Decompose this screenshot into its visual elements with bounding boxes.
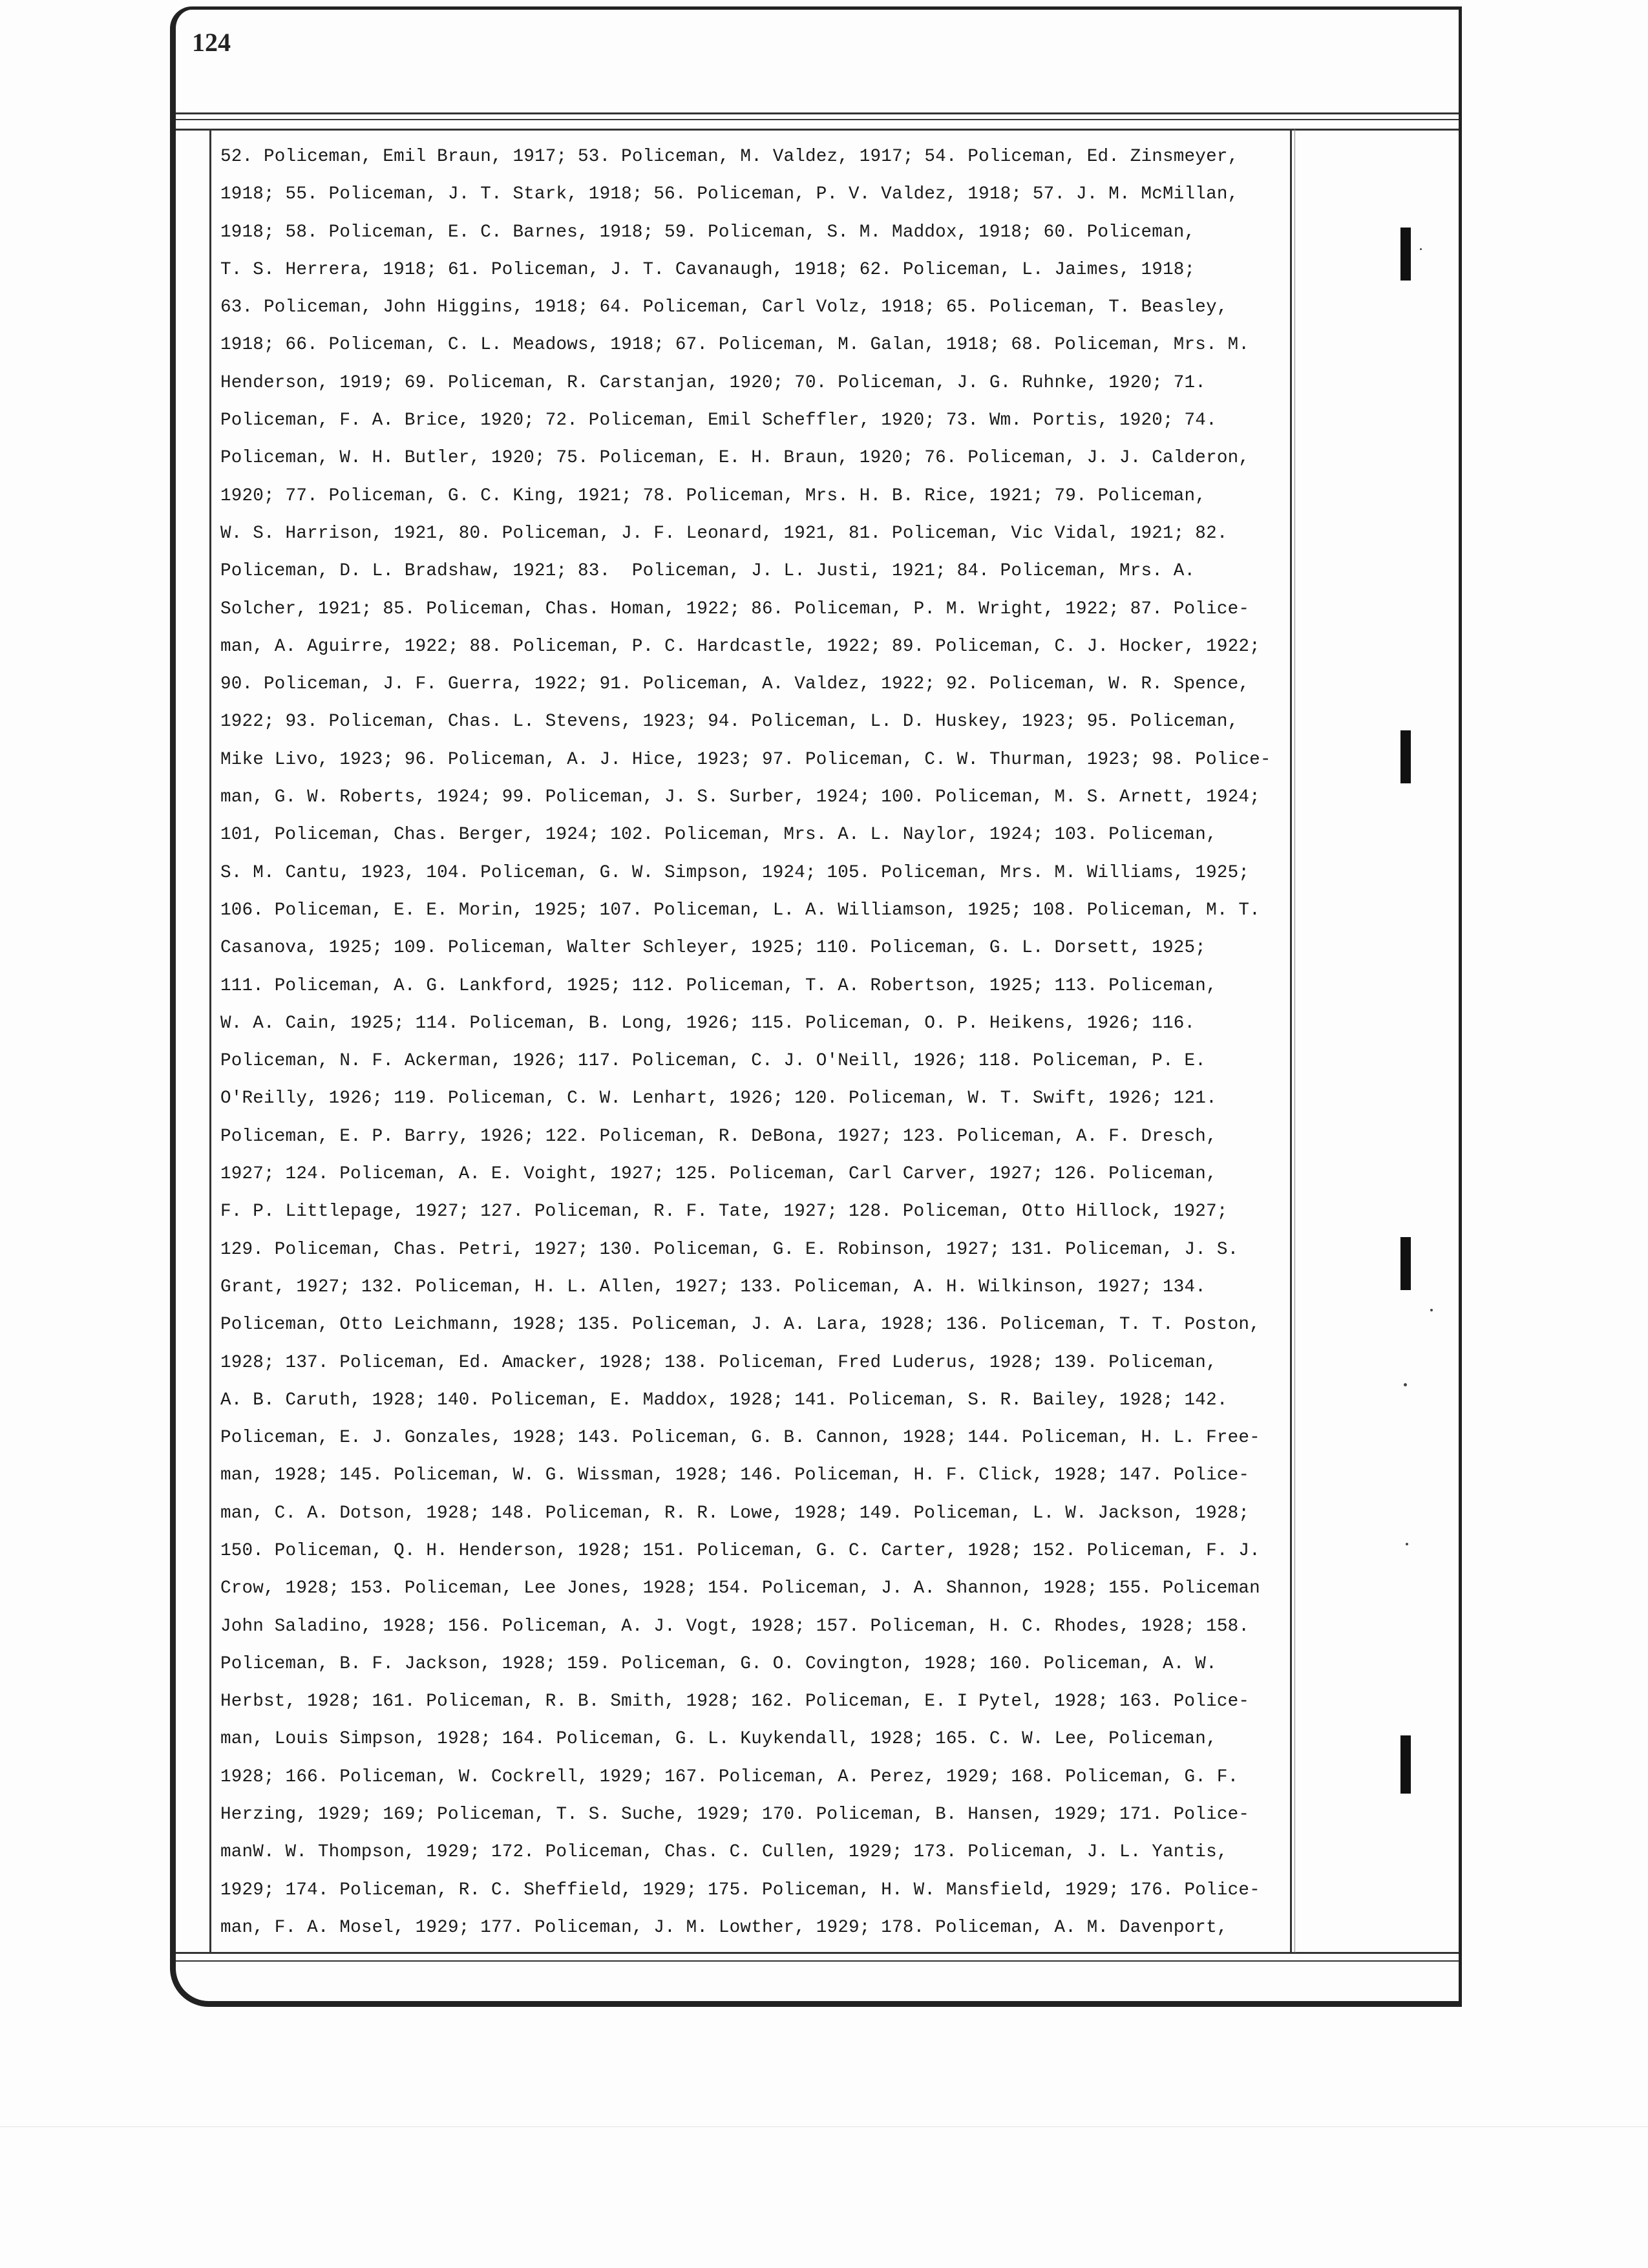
- text-line: Policeman, Otto Leichmann, 1928; 135. Policeman, J. A. Lara, 1928; 136. Policeman, T. T. Poston,: [220, 1315, 1260, 1335]
- text-line: Policeman, B. F. Jackson, 1928; 159. Policeman, G. O. Covington, 1928; 160. Policeman, A. W.: [220, 1653, 1217, 1674]
- text-line: 1929; 174. Policeman, R. C. Sheffield, 1929; 175. Policeman, H. W. Mansfield, 1929; 176. Police-: [220, 1880, 1260, 1900]
- left-margin-rule: [209, 129, 211, 1953]
- binder-mark: [1400, 228, 1411, 281]
- text-line: O'Reilly, 1926; 119. Policeman, C. W. Lenhart, 1926; 120. Policeman, W. T. Swift, 1926; 121.: [220, 1088, 1217, 1109]
- scan-speck: [1404, 1383, 1407, 1386]
- binder-mark: [1400, 1735, 1411, 1794]
- text-line: 129. Policeman, Chas. Petri, 1927; 130. Policeman, G. E. Robinson, 1927; 131. Policeman, J. S.: [220, 1239, 1239, 1260]
- text-line: S. M. Cantu, 1923, 104. Policeman, G. W. Simpson, 1924; 105. Policeman, Mrs. M. Williams, 1925;: [220, 862, 1250, 883]
- text-line: Crow, 1928; 153. Policeman, Lee Jones, 1928; 154. Policeman, J. A. Shannon, 1928; 155. Policeman: [220, 1578, 1260, 1599]
- text-line: man, G. W. Roberts, 1924; 99. Policeman, J. S. Surber, 1924; 100. Policeman, M. S. Arnett, 1924;: [220, 787, 1260, 808]
- text-line: 106. Policeman, E. E. Morin, 1925; 107. Policeman, L. A. Williamson, 1925; 108. Policeman, M. T.: [220, 900, 1260, 920]
- text-line: 63. Policeman, John Higgins, 1918; 64. Policeman, Carl Volz, 1918; 65. Policeman, T. Beasley,: [220, 297, 1228, 318]
- scan-speck: [1420, 248, 1422, 250]
- text-line: W. A. Cain, 1925; 114. Policeman, B. Long, 1926; 115. Policeman, O. P. Heikens, 1926; 116.: [220, 1013, 1196, 1033]
- text-line: W. S. Harrison, 1921, 80. Policeman, J. F. Leonard, 1921, 81. Policeman, Vic Vidal, 1921; 82.: [220, 523, 1228, 544]
- text-line: John Saladino, 1928; 156. Policeman, A. J. Vogt, 1928; 157. Policeman, H. C. Rhodes, 1928; 158.: [220, 1616, 1250, 1637]
- header-rule: [176, 119, 1459, 120]
- text-line: A. B. Caruth, 1928; 140. Policeman, E. Maddox, 1928; 141. Policeman, S. R. Bailey, 1928; 142.: [220, 1390, 1228, 1410]
- text-line: Policeman, W. H. Butler, 1920; 75. Policeman, E. H. Braun, 1920; 76. Policeman, J. J. Calderon,: [220, 448, 1250, 469]
- text-line: Policeman, D. L. Bradshaw, 1921; 83. Policeman, J. L. Justi, 1921; 84. Policeman, Mrs. A.: [220, 561, 1196, 582]
- text-line: F. P. Littlepage, 1927; 127. Policeman, R. F. Tate, 1927; 128. Policeman, Otto Hillock, 1927;: [220, 1202, 1228, 1222]
- text-line: Policeman, E. J. Gonzales, 1928; 143. Policeman, G. B. Cannon, 1928; 144. Policeman, H. L. Free-: [220, 1428, 1260, 1448]
- text-line: 1918; 66. Policeman, C. L. Meadows, 1918; 67. Policeman, M. Galan, 1918; 68. Policeman, Mrs. M.: [220, 335, 1250, 355]
- text-line: manW. W. Thompson, 1929; 172. Policeman, Chas. C. Cullen, 1929; 173. Policeman, J. L. Yantis,: [220, 1842, 1228, 1863]
- text-line: man, A. Aguirre, 1922; 88. Policeman, P. C. Hardcastle, 1922; 89. Policeman, C. J. Hocker, 1922;: [220, 636, 1260, 657]
- text-line: 1918; 55. Policeman, J. T. Stark, 1918; 56. Policeman, P. V. Valdez, 1918; 57. J. M. McMillan,: [220, 184, 1239, 205]
- text-line: Policeman, F. A. Brice, 1920; 72. Policeman, Emil Scheffler, 1920; 73. Wm. Portis, 1920; 74.: [220, 410, 1217, 431]
- text-line: 1928; 137. Policeman, Ed. Amacker, 1928; 138. Policeman, Fred Luderus, 1928; 139. Policeman,: [220, 1352, 1217, 1373]
- binder-mark: [1400, 730, 1411, 783]
- text-line: Policeman, N. F. Ackerman, 1926; 117. Policeman, C. J. O'Neill, 1926; 118. Policeman, P. E.: [220, 1051, 1207, 1072]
- text-line: 90. Policeman, J. F. Guerra, 1922; 91. Policeman, A. Valdez, 1922; 92. Policeman, W. R. Spence,: [220, 674, 1250, 695]
- page-number: 124: [192, 28, 231, 57]
- text-line: Mike Livo, 1923; 96. Policeman, A. J. Hice, 1923; 97. Policeman, C. W. Thurman, 1923; 98. Police-: [220, 749, 1271, 770]
- scan-speck: [1430, 1309, 1433, 1311]
- text-line: Herbst, 1928; 161. Policeman, R. B. Smith, 1928; 162. Policeman, E. I Pytel, 1928; 163. Police-: [220, 1691, 1250, 1712]
- footer-rule: [176, 1952, 1459, 1954]
- text-line: Henderson, 1919; 69. Policeman, R. Carstanjan, 1920; 70. Policeman, J. G. Ruhnke, 1920; 71.: [220, 372, 1207, 393]
- text-line: 101, Policeman, Chas. Berger, 1924; 102. Policeman, Mrs. A. L. Naylor, 1924; 103. Policeman,: [220, 825, 1217, 845]
- text-line: Policeman, E. P. Barry, 1926; 122. Policeman, R. DeBona, 1927; 123. Policeman, A. F. Dresch,: [220, 1126, 1217, 1147]
- footer-rule: [176, 1960, 1459, 1962]
- text-line: Herzing, 1929; 169; Policeman, T. S. Suche, 1929; 170. Policeman, B. Hansen, 1929; 171. Police-: [220, 1805, 1250, 1825]
- text-line: Solcher, 1921; 85. Policeman, Chas. Homan, 1922; 86. Policeman, P. M. Wright, 1922; 87. Police-: [220, 599, 1250, 619]
- scan-edge: [0, 2126, 1648, 2127]
- scan-speck: [1406, 1543, 1408, 1545]
- text-line: man, F. A. Mosel, 1929; 177. Policeman, J. M. Lowther, 1929; 178. Policeman, A. M. Davenport,: [220, 1917, 1228, 1938]
- text-line: 1928; 166. Policeman, W. Cockrell, 1929; 167. Policeman, A. Perez, 1929; 168. Policeman, G. F.: [220, 1766, 1239, 1787]
- text-line: 111. Policeman, A. G. Lankford, 1925; 112. Policeman, T. A. Robertson, 1925; 113. Policeman,: [220, 975, 1217, 996]
- text-line: 1918; 58. Policeman, E. C. Barnes, 1918; 59. Policeman, S. M. Maddox, 1918; 60. Policeman,: [220, 222, 1196, 242]
- text-line: T. S. Herrera, 1918; 61. Policeman, J. T. Cavanaugh, 1918; 62. Policeman, L. Jaimes, 1918;: [220, 259, 1196, 280]
- header-rule: [176, 129, 1459, 131]
- text-line: 150. Policeman, Q. H. Henderson, 1928; 151. Policeman, G. C. Carter, 1928; 152. Policeman, F. J.: [220, 1540, 1260, 1561]
- text-line: 52. Policeman, Emil Braun, 1917; 53. Policeman, M. Valdez, 1917; 54. Policeman, Ed. Zinsmeyer,: [220, 147, 1239, 167]
- text-line: man, Louis Simpson, 1928; 164. Policeman, G. L. Kuykendall, 1928; 165. C. W. Lee, Policeman,: [220, 1729, 1217, 1750]
- text-line: man, 1928; 145. Policeman, W. G. Wissman, 1928; 146. Policeman, H. F. Click, 1928; 147. Police-: [220, 1465, 1250, 1486]
- text-line: 1927; 124. Policeman, A. E. Voight, 1927; 125. Policeman, Carl Carver, 1927; 126. Policeman,: [220, 1164, 1217, 1185]
- right-margin-rule: [1294, 129, 1295, 1953]
- binder-mark: [1400, 1237, 1411, 1290]
- header-rule: [176, 112, 1459, 114]
- typed-text-block: [220, 138, 1293, 1947]
- text-line: man, C. A. Dotson, 1928; 148. Policeman, R. R. Lowe, 1928; 149. Policeman, L. W. Jackson, 1928;: [220, 1503, 1250, 1523]
- text-line: 1922; 93. Policeman, Chas. L. Stevens, 1923; 94. Policeman, L. D. Huskey, 1923; 95. Policeman,: [220, 712, 1239, 732]
- text-line: Casanova, 1925; 109. Policeman, Walter Schleyer, 1925; 110. Policeman, G. L. Dorsett, 1925;: [220, 938, 1207, 959]
- text-line: Grant, 1927; 132. Policeman, H. L. Allen, 1927; 133. Policeman, A. H. Wilkinson, 1927; 134.: [220, 1277, 1207, 1297]
- text-line: 1920; 77. Policeman, G. C. King, 1921; 78. Policeman, Mrs. H. B. Rice, 1921; 79. Policeman,: [220, 485, 1207, 506]
